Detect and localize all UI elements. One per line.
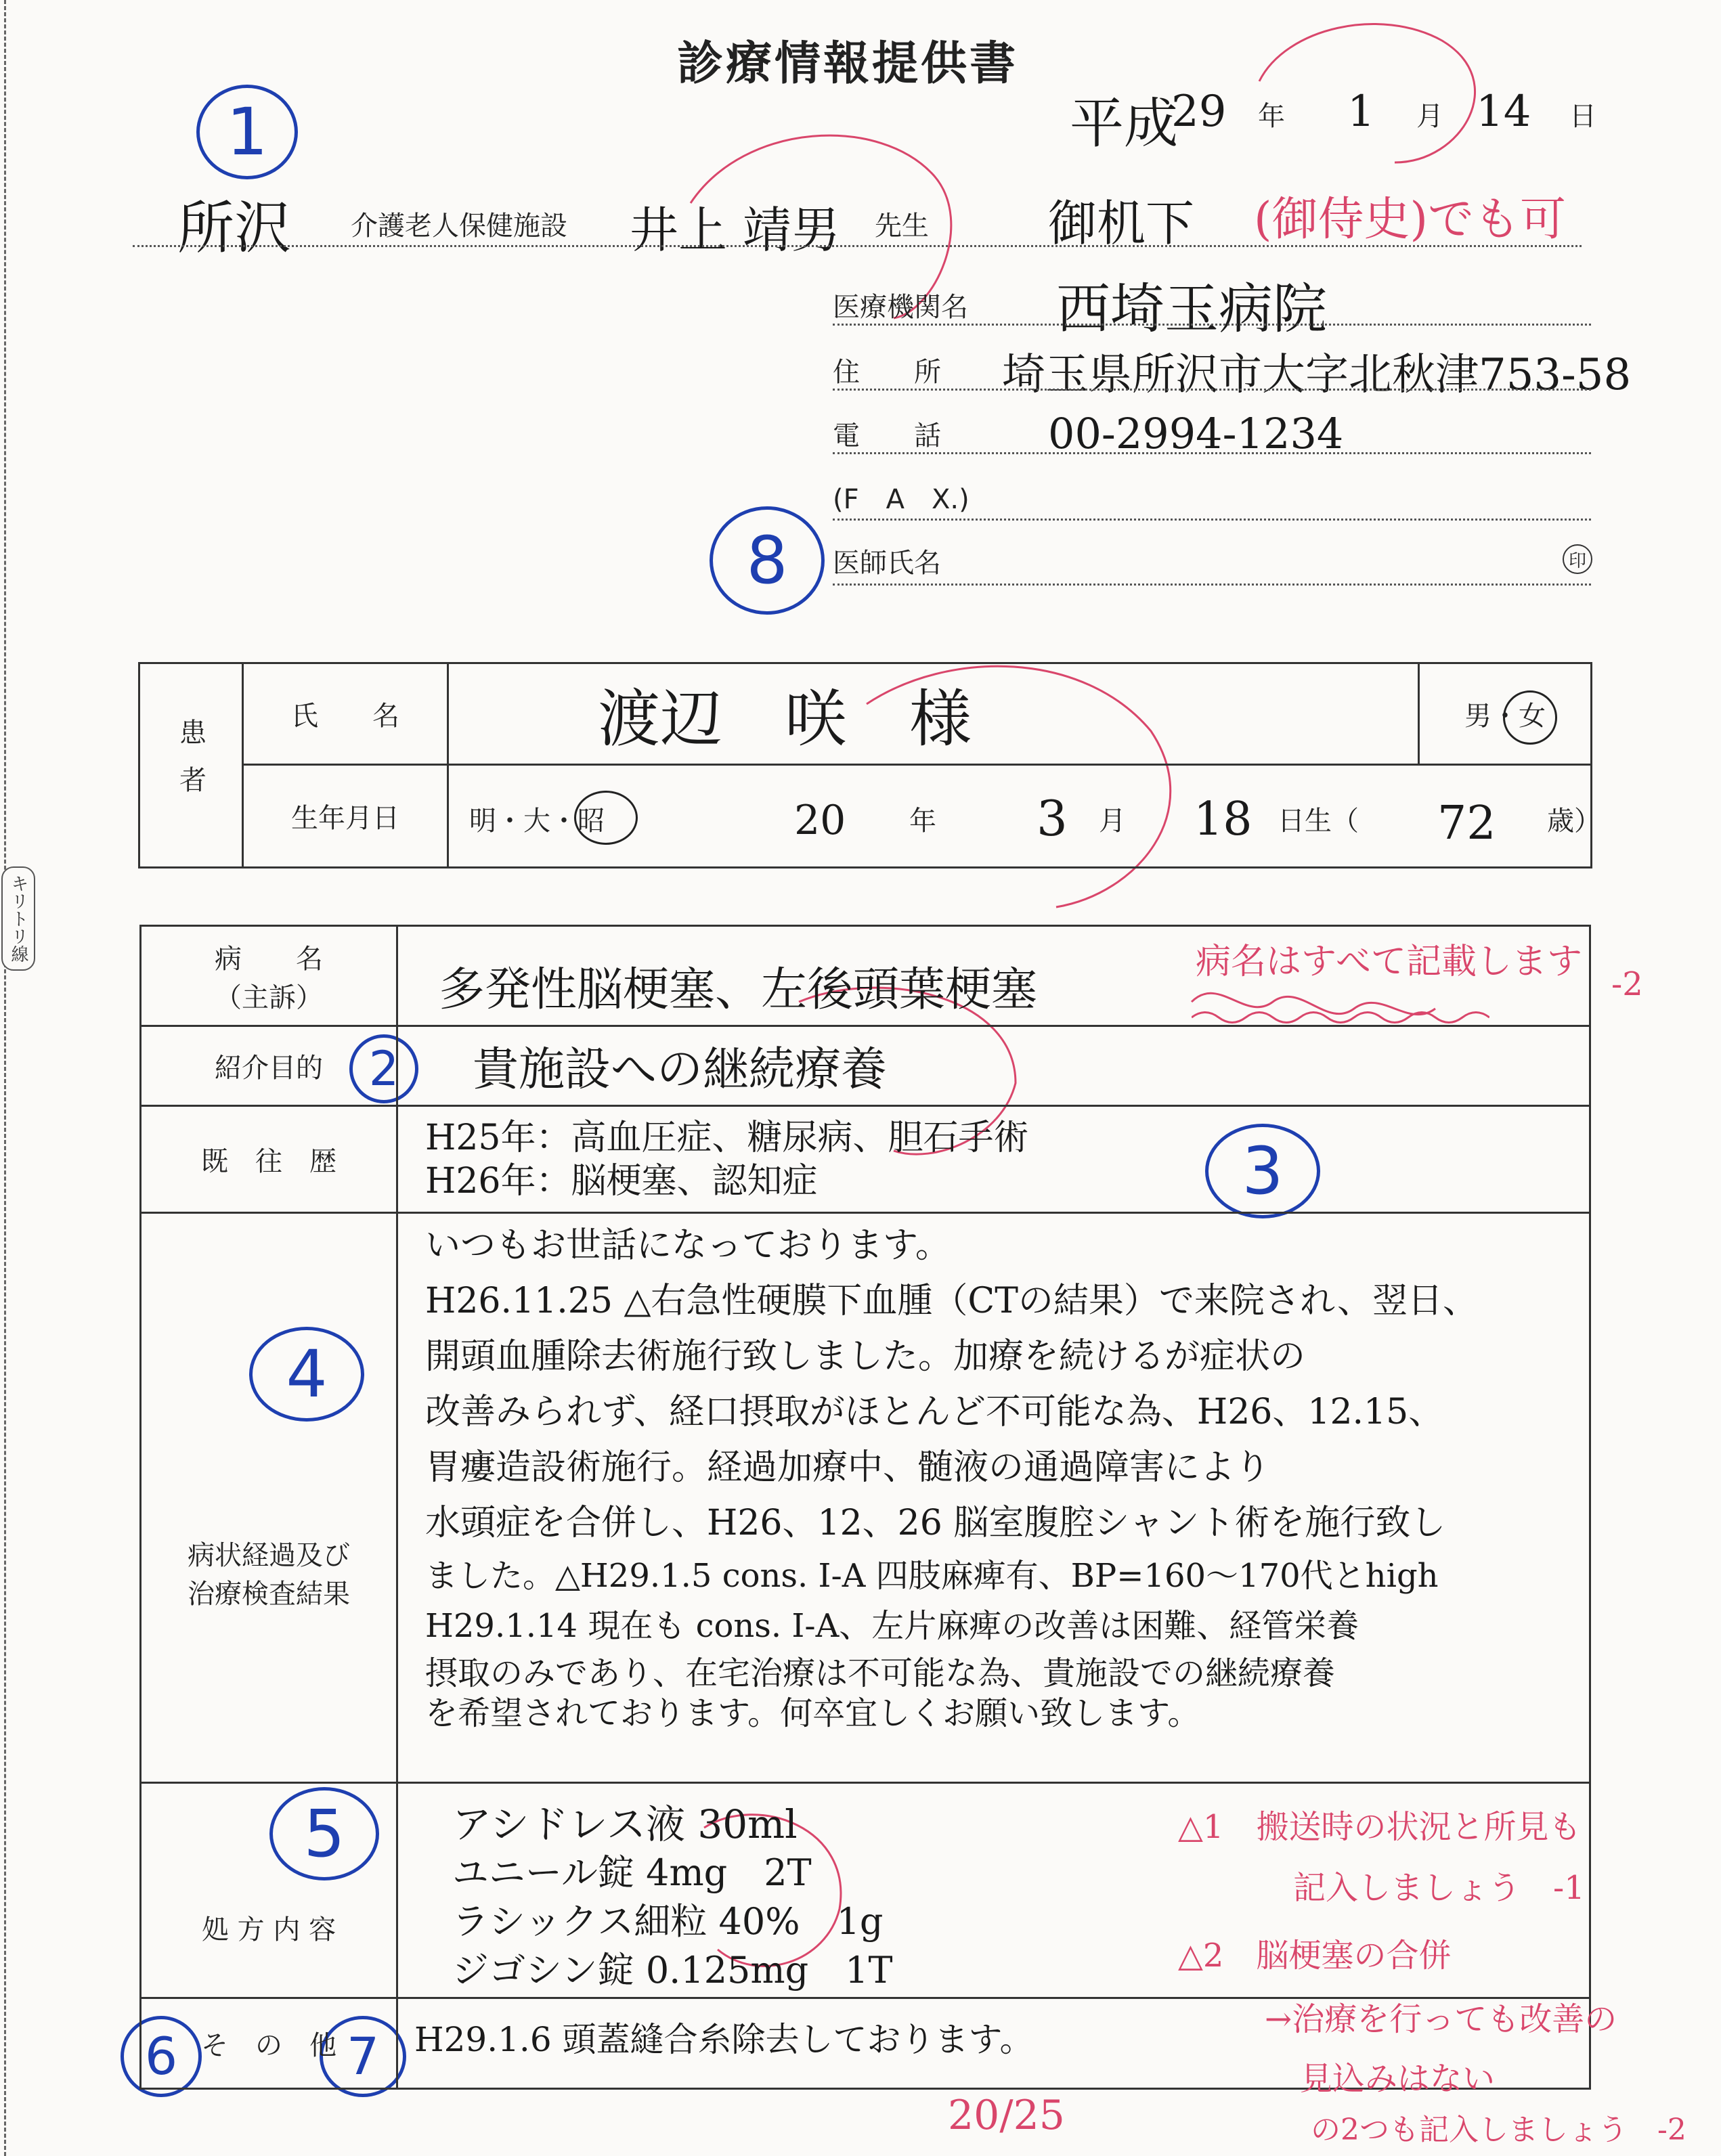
sender-doctor-label: 医師氏名 xyxy=(833,548,941,579)
date-day-label: 日 xyxy=(1569,101,1596,132)
red-note-line: →治療を行っても改善の xyxy=(1265,2000,1617,2038)
patient-name: 渡辺 咲 様 xyxy=(448,663,1419,765)
annotation-1: 1 xyxy=(196,85,298,179)
page-title: 診療情報提供書 xyxy=(677,37,1019,91)
patient-age-label: 歳） xyxy=(1547,806,1601,837)
other-label: そ の 他 xyxy=(141,1998,397,2089)
sender-phone-label: 電 話 xyxy=(833,420,941,452)
recipient-place: 所沢 xyxy=(177,195,292,261)
date-year: 29 xyxy=(1171,87,1227,137)
annotation-5: 5 xyxy=(269,1787,379,1880)
patient-dob-label: 生年月日 xyxy=(243,765,448,868)
course-line: を希望されております。何卒宜しくお願い致します。 xyxy=(425,1694,1200,1732)
date-month: 1 xyxy=(1347,87,1375,137)
disease-label-cell: 病 名 （主訴） xyxy=(141,926,397,1026)
history-line-1: H25年：高血圧症、糖尿病、胆石手術 xyxy=(425,1117,1029,1158)
purpose-label: 紹介目的 xyxy=(141,1026,397,1106)
course-line: 改善みられず、経口摂取がほとんど不可能な為、H26、12.15、 xyxy=(425,1392,1444,1432)
sender-address-label: 住 所 xyxy=(833,357,941,388)
red-note-line: △1 搬送時の状況と所見も xyxy=(1178,1808,1582,1846)
dob-year-label: 年 xyxy=(909,806,936,837)
date-year-label: 年 xyxy=(1258,101,1285,132)
recipient-facility-type: 介護老人保健施設 xyxy=(351,211,567,242)
sender-institution: 西埼玉病院 xyxy=(1056,278,1327,340)
recipient-note: (御侍史)でも可 xyxy=(1254,193,1567,246)
course-line: いつもお世話になっております。 xyxy=(425,1225,951,1266)
patient-section-label: 患者 xyxy=(139,663,243,868)
sender-address: 埼玉県所沢市大字北秋津753-58 xyxy=(1002,350,1632,400)
course-line: ました。△H29.1.5 cons. Ⅰ-A 四肢麻痺有、BP=160～170代とhigh xyxy=(425,1557,1439,1595)
sender-phone: 00-2994-1234 xyxy=(1048,409,1344,458)
date-day: 14 xyxy=(1476,87,1531,137)
sender-line-5 xyxy=(833,584,1591,586)
course-line: 摂取のみであり、在宅治療は不可能な為、貴施設での継続療養 xyxy=(425,1654,1336,1692)
annotation-6: 6 xyxy=(121,2016,202,2097)
total-score: 20/25 xyxy=(948,2092,1065,2139)
recipient-dotted-line xyxy=(133,245,1582,247)
course-line: 水頭症を合併し、H26、12、26 脳室腹腔シャント術を施行致し xyxy=(425,1503,1446,1543)
date-month-label: 月 xyxy=(1416,101,1443,132)
dob-month-label: 月 xyxy=(1099,806,1126,837)
recipient-honorific: 先生 xyxy=(875,211,929,242)
date-era: 平成 xyxy=(1070,92,1178,155)
course-line: 開頭血腫除去術施行致しました。加療を続けるが症状の xyxy=(425,1336,1306,1377)
annotation-3: 3 xyxy=(1205,1124,1320,1218)
sender-line-4 xyxy=(833,519,1591,521)
red-note-line: の2つも記入しましょう -2 xyxy=(1311,2113,1686,2147)
dob-day-label: 日生（ xyxy=(1278,806,1359,837)
annotation-2: 2 xyxy=(349,1034,418,1103)
dob-era-options: 明・大・昭 xyxy=(469,806,605,837)
annotation-7: 7 xyxy=(320,2016,406,2097)
sender-institution-label: 医療機関名 xyxy=(833,292,968,323)
disease-score: -2 xyxy=(1611,965,1643,1003)
rx-item: ラシックス細粒 40% 1g xyxy=(452,1900,884,1943)
recipient-salutation: 御机下 xyxy=(1048,195,1195,252)
era-selected-circle xyxy=(574,791,638,845)
history-label: 既 往 歴 xyxy=(141,1106,397,1213)
seal-mark: 印 xyxy=(1563,544,1592,574)
sender-fax-label: (F A X.) xyxy=(833,484,970,515)
red-note-line: 見込みはない xyxy=(1300,2060,1496,2098)
course-label-cell: 病状経過及び 治療検査結果 xyxy=(141,1213,397,1783)
course-line: 胃瘻造設術施行。経過加療中、髄液の通過障害により xyxy=(425,1447,1271,1488)
history-line-2: H26年：脳梗塞、認知症 xyxy=(425,1160,818,1202)
red-note-line: △2 脳梗塞の合併 xyxy=(1178,1937,1452,1975)
history-cell xyxy=(397,1106,1590,1213)
info-table xyxy=(139,925,1591,2090)
disease: 多発性脳梗塞、左後頭葉梗塞 xyxy=(397,926,1590,1026)
purpose: 貴施設への継続療養 xyxy=(397,1026,1590,1106)
red-note-line: 記入しましょう -1 xyxy=(1293,1869,1585,1907)
cut-label: キリトリ線 xyxy=(1,866,35,971)
patient-age: 72 xyxy=(1437,797,1496,850)
dob-day: 18 xyxy=(1194,793,1252,846)
course-cell xyxy=(397,1213,1590,1783)
dob-year: 20 xyxy=(794,797,846,844)
rx-label: 処 方 内 容 xyxy=(141,1783,397,1998)
sender-line-1 xyxy=(833,324,1591,326)
recipient-doctor: 井上 靖男 xyxy=(630,202,840,259)
other: H29.1.6 頭蓋縫合糸除去しております。 xyxy=(397,1998,1590,2089)
patient-table xyxy=(138,662,1601,868)
annotation-8: 8 xyxy=(710,506,825,615)
course-line: H29.1.14 現在も cons. Ⅰ-A、左片麻痺の改善は困難、経管栄養 xyxy=(425,1607,1359,1645)
rx-item: ジゴシン錠 0.125mg 1T xyxy=(452,1949,893,1992)
dob-month: 3 xyxy=(1037,790,1068,847)
disease-note: 病名はすべて記載します xyxy=(1196,942,1582,982)
disease-note-wave xyxy=(1192,1007,1489,1028)
rx-item: ユニール錠 4mg 2T xyxy=(452,1851,812,1894)
sex-selected-circle xyxy=(1503,690,1557,745)
sender-line-3 xyxy=(833,452,1591,454)
course-line: H26.11.25 △右急性硬膜下血腫（CTの結果）で来院され、翌日、 xyxy=(425,1281,1479,1321)
rx-item: アシドレス液 30ml xyxy=(452,1801,798,1847)
sender-line-2 xyxy=(833,389,1591,391)
patient-sex: 男・女 xyxy=(1419,663,1592,765)
patient-name-label: 氏 名 xyxy=(243,663,448,765)
annotation-4: 4 xyxy=(249,1327,364,1422)
